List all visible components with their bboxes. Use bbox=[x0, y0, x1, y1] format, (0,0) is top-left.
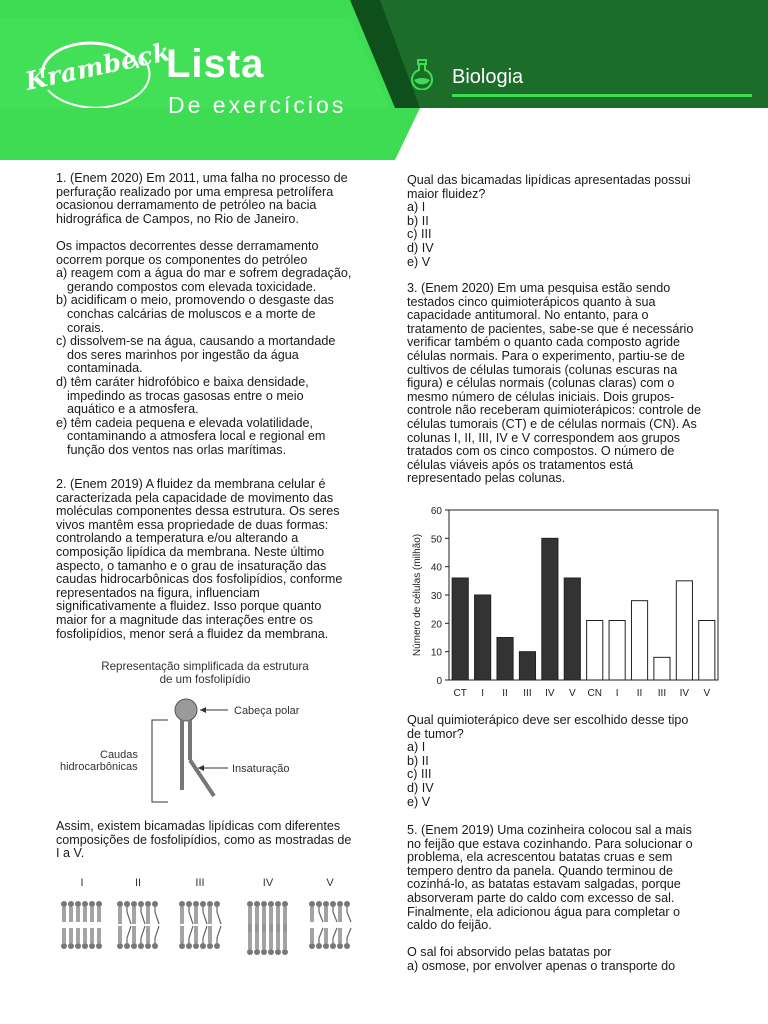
y-tick-label: 60 bbox=[430, 506, 442, 517]
lipid-head bbox=[200, 901, 206, 907]
lipid-head bbox=[138, 943, 144, 949]
lipid-head bbox=[145, 901, 151, 907]
lipid-head bbox=[145, 943, 151, 949]
q1-line: 1. (Enem 2020) Em 2011, uma falha no processo de bbox=[56, 171, 348, 185]
lipid-head bbox=[268, 901, 274, 907]
lipid-tail bbox=[333, 928, 337, 943]
lipid-head bbox=[138, 901, 144, 907]
lipid-head bbox=[316, 943, 322, 949]
x-tick-label: I bbox=[481, 688, 485, 699]
lipid-head bbox=[193, 943, 199, 949]
q2-line: vivos mantêm essa propriedade de duas formas: bbox=[56, 517, 329, 532]
bar bbox=[564, 578, 580, 680]
y-tick-label: 10 bbox=[430, 647, 442, 659]
lipid-tail bbox=[155, 907, 159, 924]
lipid-head bbox=[117, 901, 123, 907]
brand-logo: Krambeck bbox=[22, 36, 173, 97]
q2-question: Qual das bicamadas lipídicas apresentadas possui maior fluidez? a) I b) II c) III d) IV e) V bbox=[407, 174, 712, 269]
q2-line: caracterizada pela capacidade de movimento das bbox=[56, 490, 334, 505]
y-tick-label: 0 bbox=[436, 676, 442, 687]
q2-option-c[interactable]: c) III bbox=[407, 227, 432, 242]
x-tick-label: CN bbox=[587, 688, 602, 699]
q2-line: representados na figura, influenciam bbox=[56, 585, 260, 600]
lipid-head bbox=[330, 943, 336, 949]
lipid-head bbox=[179, 943, 185, 949]
lipid-head bbox=[247, 901, 253, 907]
phospholipid-diagram bbox=[56, 690, 316, 810]
q2-line: controlando a temperatura e/ou alterando a bbox=[56, 531, 299, 546]
lipid-head bbox=[89, 943, 95, 949]
label-hidrocarbonicas: hidrocarbônicas bbox=[60, 761, 138, 773]
lipid-head bbox=[152, 943, 158, 949]
lipid-head bbox=[282, 901, 288, 907]
phospholipid-caption: Representação simplificada da estrutura de um fosfolipídio bbox=[101, 660, 309, 686]
bilayer-label: I bbox=[80, 877, 84, 889]
lipid-bilayers-diagram bbox=[56, 874, 366, 974]
bar bbox=[654, 657, 670, 680]
lipid-head bbox=[68, 943, 74, 949]
lipid-tail bbox=[203, 907, 207, 924]
lipid-head bbox=[268, 949, 274, 955]
q2-option-b[interactable]: b) II bbox=[407, 213, 429, 228]
lipid-tail bbox=[141, 907, 145, 924]
bar bbox=[631, 601, 647, 680]
lipid-tail bbox=[217, 907, 221, 924]
q2-line: 2. (Enem 2019) A fluidez da membrana celular é bbox=[56, 477, 326, 491]
lipid-head bbox=[200, 943, 206, 949]
bilayer-label: V bbox=[326, 877, 334, 889]
lipid-head bbox=[344, 943, 350, 949]
q1-line: perfuração realizado por uma empresa petrolífera bbox=[56, 184, 334, 199]
question-5: 5. (Enem 2019) Uma cozinheira colocou sal a mais no feijão que estava cozinhando. Para solucionar o problema, ela acrescentou batatas cruas e sem tempero dentro da panela. Quando terminou de cozinhá-lo, as batatas estavam salgadas, porque absorveram parte do caldo com excesso de sal. Finalmente, ela adicionou água para completar o caldo do feijão. O sal foi absorvido pelas batatas por a) osmose, por envolver apenas o transporte do bbox=[407, 824, 712, 974]
q2-option-e[interactable]: e) V bbox=[407, 254, 431, 269]
lipid-head bbox=[337, 901, 343, 907]
y-tick-label: 50 bbox=[430, 534, 442, 546]
lipid-tail bbox=[347, 907, 351, 922]
question-3: 3. (Enem 2020) Em uma pesquisa estão sendo testados cinco quimioterápicos quanto à sua capacidade antitumoral. No entanto, para o tratamento de pacientes, sabe-se que é necessário verificar também o quanto cada composto agride células normais. Para o experimento, partiu-se de cultivos de células tumorais (colunas escuras na figura) e células normais (colunas claras) com o mesmo número de células iniciais. Dois grupos- controle não receberam quimioterápicos: controle de células tumorais (CT) e de células normais (CN). As colunas I, II, III, IV e V correspondem aos grupos tratados com os cinco compostos. O número de células viáveis após os tratamentos está representado pelas colunas. bbox=[407, 281, 702, 486]
question-2 bbox=[56, 478, 361, 641]
lipid-head bbox=[254, 949, 260, 955]
lipid-head bbox=[330, 901, 336, 907]
q3-question: Qual quimioterápico deve ser escolhido desse tipo de tumor? a) I b) II c) III d) IV e) V bbox=[407, 714, 712, 809]
x-tick-label: IV bbox=[545, 688, 555, 699]
q1-option-d[interactable]: d) têm caráter hidrofóbico e baixa densidade, impedindo as trocas gasosas entre o meio aquático e a atmosfera. bbox=[56, 374, 309, 417]
q3-option-a[interactable]: a) I bbox=[407, 740, 426, 755]
lipid-head bbox=[75, 901, 81, 907]
lipid-head bbox=[75, 943, 81, 949]
lipid-head bbox=[124, 901, 130, 907]
bar bbox=[542, 538, 558, 680]
lipid-tail bbox=[127, 926, 131, 943]
q3-option-c[interactable]: c) III bbox=[407, 767, 432, 782]
lipid-head bbox=[337, 943, 343, 949]
lipid-head bbox=[275, 949, 281, 955]
q1-option-b[interactable]: b) acidificam o meio, promovendo o desgaste das conchas calcárias de moluscos e a morte de corais. bbox=[56, 293, 334, 335]
lipid-head bbox=[82, 943, 88, 949]
lipid-head bbox=[261, 901, 267, 907]
lipid-head bbox=[186, 901, 192, 907]
q2-line: composição lipídica da membrana. Neste último bbox=[56, 544, 325, 559]
lipid-head bbox=[96, 943, 102, 949]
lipid-tail bbox=[319, 928, 323, 943]
bilayer-label: IV bbox=[262, 877, 274, 889]
question-1 bbox=[56, 172, 361, 457]
x-tick-label: CT bbox=[453, 688, 467, 699]
x-tick-label: IV bbox=[679, 688, 690, 699]
lipid-head bbox=[193, 901, 199, 907]
q5-option-a[interactable]: a) osmose, por envolver apenas o transporte do bbox=[407, 958, 676, 973]
x-tick-label: V bbox=[568, 688, 576, 699]
q1-option-c[interactable]: c) dissolvem-se na água, causando a mortandade dos seres marinhos por ingestão da água contaminada. bbox=[56, 334, 336, 376]
bilayer-label: II bbox=[134, 877, 142, 889]
q2-option-a[interactable]: a) I bbox=[407, 200, 426, 215]
q2-continuation: Assim, existem bicamadas lipídicas com diferentes composições de fosfolipídios, como as mostradas de I a V. bbox=[56, 819, 352, 861]
bilayer-label: III bbox=[195, 877, 205, 889]
flask-icon bbox=[408, 58, 436, 90]
lipid-head bbox=[117, 943, 123, 949]
q3-option-b[interactable]: b) II bbox=[407, 753, 429, 768]
q2-line: significativamente a fluidez. Isso porque quanto bbox=[56, 599, 322, 614]
bar bbox=[475, 595, 491, 680]
q3-option-e[interactable]: e) V bbox=[407, 794, 431, 809]
q3-option-d[interactable]: d) IV bbox=[407, 780, 434, 795]
lipid-tail bbox=[203, 926, 207, 943]
y-tick-label: 20 bbox=[430, 619, 442, 631]
lipid-tail bbox=[189, 926, 193, 943]
lipid-head bbox=[152, 901, 158, 907]
lipid-head bbox=[254, 901, 260, 907]
lipid-head bbox=[207, 943, 213, 949]
lipid-head bbox=[275, 901, 281, 907]
lipid-head bbox=[344, 901, 350, 907]
x-tick-label: II bbox=[502, 688, 508, 699]
x-tick-label: V bbox=[703, 688, 711, 699]
lipid-head bbox=[309, 901, 315, 907]
q2-line: caudas hidrocarbônicas dos fosfolipídios, conforme bbox=[56, 572, 343, 587]
q1-line: hidrográfica de Campos, no Rio de Janeiro. bbox=[56, 211, 299, 226]
y-tick-label: 30 bbox=[430, 591, 442, 602]
lipid-tail bbox=[155, 926, 159, 943]
cell-count-bar-chart bbox=[406, 500, 722, 702]
lipid-tail bbox=[347, 928, 351, 943]
lipid-head bbox=[131, 943, 137, 949]
lipid-head bbox=[186, 943, 192, 949]
q1-line: ocasionou derramamento de petróleo na bacia bbox=[56, 198, 317, 213]
q2-line: aspecto, o tamanho e o grau de insaturação das bbox=[56, 558, 327, 573]
x-tick-label: III bbox=[657, 688, 667, 699]
lipid-tail bbox=[319, 907, 323, 922]
q2-option-d[interactable]: d) IV bbox=[407, 240, 434, 255]
lipid-head bbox=[96, 901, 102, 907]
page-subtitle: De exercícios bbox=[168, 92, 347, 118]
x-tick-label: II bbox=[636, 688, 643, 699]
lipid-head bbox=[214, 943, 220, 949]
label-cabeca-polar: Cabeça polar bbox=[234, 705, 300, 717]
lipid-head bbox=[68, 901, 74, 907]
q2-line: maior for a magnitude das interações entre os bbox=[56, 612, 313, 627]
lipid-tail bbox=[127, 907, 131, 924]
x-tick-label: I bbox=[615, 688, 619, 699]
lipid-tail bbox=[217, 926, 221, 943]
lipid-head bbox=[124, 943, 130, 949]
lipid-tail bbox=[141, 926, 145, 943]
q2-line: fosfolipídios, menor será a fluidez da membrana. bbox=[56, 626, 329, 641]
label-caudas: Caudas bbox=[100, 749, 138, 761]
lipid-head bbox=[82, 901, 88, 907]
page-header bbox=[0, 0, 768, 160]
subject-label: Biologia bbox=[452, 66, 524, 88]
bar bbox=[587, 621, 603, 681]
bar bbox=[452, 578, 468, 680]
lipid-head bbox=[282, 949, 288, 955]
bar bbox=[519, 652, 535, 680]
q1-stem: ocorrem porque os componentes do petróleo bbox=[56, 252, 308, 267]
q2-line: moléculas componentes dessa estrutura. Os seres bbox=[56, 504, 340, 519]
y-axis-label: Número de células (milhão) bbox=[412, 533, 423, 657]
bar bbox=[676, 581, 692, 680]
lipid-tail bbox=[189, 907, 193, 924]
lipid-head bbox=[323, 943, 329, 949]
lipid-head bbox=[261, 949, 267, 955]
lipid-head bbox=[89, 901, 95, 907]
q1-option-a[interactable]: a) reagem com a água do mar e sofrem degradação, gerando compostos com elevada toxicidade. bbox=[56, 266, 352, 294]
lipid-head bbox=[316, 901, 322, 907]
bar bbox=[497, 638, 513, 681]
lipid-tail bbox=[333, 907, 337, 922]
q1-option-e[interactable]: e) têm cadeia pequena e elevada volatilidade, contaminando a atmosfera local e regional em função dos ventos nas orlas marítimas. bbox=[56, 415, 326, 457]
x-tick-label: III bbox=[523, 688, 532, 699]
bar bbox=[609, 621, 625, 681]
y-tick-label: 40 bbox=[430, 562, 442, 574]
lipid-head bbox=[61, 901, 67, 907]
lipid-head bbox=[61, 943, 67, 949]
lipid-head bbox=[214, 901, 220, 907]
lipid-head bbox=[247, 949, 253, 955]
q1-stem: Os impactos decorrentes desse derramamento bbox=[56, 238, 319, 253]
lipid-head bbox=[179, 901, 185, 907]
lipid-head bbox=[207, 901, 213, 907]
bar bbox=[699, 621, 715, 681]
label-insaturacao: Insaturação bbox=[232, 763, 290, 775]
lipid-head bbox=[309, 943, 315, 949]
page-title: Lista bbox=[166, 42, 265, 86]
lipid-head bbox=[323, 901, 329, 907]
lipid-head bbox=[131, 901, 137, 907]
